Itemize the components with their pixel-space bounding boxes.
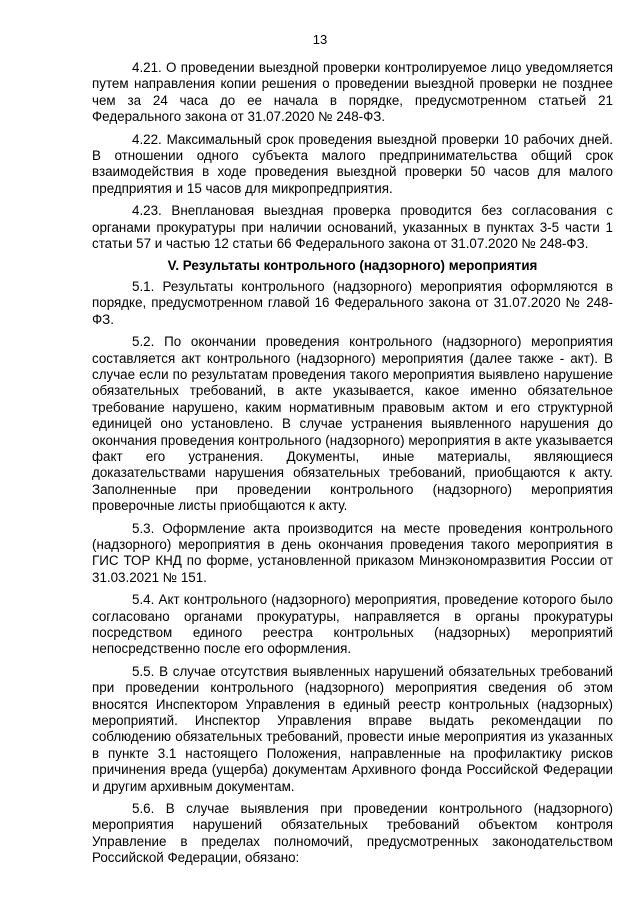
page-content bbox=[92, 60, 613, 873]
paragraph-5-3: 5.3. Оформление акта производится на месте проведения контрольного (надзорного) мероприятия в день окончания проведения такого мероприятия в ГИС ТОР КНД по форме, установленной приказом Минэкономразвития России от 31.03.2021 № 151. bbox=[92, 520, 613, 585]
page-number: 13 bbox=[312, 32, 328, 47]
paragraph-5-4: 5.4. Акт контрольного (надзорного) мероприятия, проведение которого было согласовано органами прокуратуры, направляется в органы прокуратуры посредством единого реестра контрольных (надзорных) мероприятий непосредственно после его оформления. bbox=[92, 592, 613, 657]
section-heading: V. Результаты контрольного (надзорного) мероприятия bbox=[167, 258, 538, 274]
paragraph-5-2: 5.2. По окончании проведения контрольного (надзорного) мероприятия составляется акт контрольного (надзорного) мероприятия (далее также - акт). В случае если по результатам проведения такого мероприятия выявлено нарушение обязательных требований, в акте указывается, какое именно обязательное требование нарушено, каким нормативным правовым актом и его структурной единицей оно установлено. В случае устранения выявленного нарушения до окончания проведения контрольного (надзорного) мероприятия в акте указывается факт его устранения. Документы, иные материалы, являющиеся доказательствами нарушения обязательных требований, приобщаются к акту. Заполненные при проведении контрольного (надзорного) мероприятия проверочные листы приобщаются к акту. bbox=[92, 334, 613, 514]
paragraph-4-21: 4.21. О проведении выездной проверки контролируемое лицо уведомляется путем направления копии решения о проведении выездной проверки не позднее чем за 24 часа до ее начала в порядке, предусмотренном статьей 21 Федерального закона от 31.07.2020 № 248-ФЗ. bbox=[92, 60, 613, 125]
paragraph-5-5: 5.5. В случае отсутствия выявленных нарушений обязательных требований при проведении контрольного (надзорного) мероприятия сведения об этом вносятся Инспектором Управления в единый реестр контрольных (надзорных) мероприятий. Инспектор Управления вправе выдать рекомендации по соблюдению обязательных требований, провести иные мероприятия из указанных в пункте 3.1 настоящего Положения, направленные на профилактику рисков причинения вреда (ущерба) документам Архивного фонда Российской Федерации и другим архивным документам. bbox=[92, 663, 613, 794]
paragraph-5-6: 5.6. В случае выявления при проведении контрольного (надзорного) мероприятия нарушений обязательных требований объектом контроля Управление в пределах полномочий, предусмотренных законодательством Российской Федерации, обязано: bbox=[92, 801, 613, 866]
paragraph-4-23: 4.23. Внеплановая выездная проверка проводится без согласования с органами прокуратуры при наличии оснований, указанных в пунктах 3-5 части 1 статьи 57 и частью 12 статьи 66 Федерального закона от 31.07.2020 № 248-ФЗ. bbox=[92, 203, 613, 252]
paragraph-4-22: 4.22. Максимальный срок проведения выездной проверки 10 рабочих дней. В отношении одного субъекта малого предпринимательства общий срок взаимодействия в ходе проведения выездной проверки 50 часов для малого предприятия и 15 часов для микропредприятия. bbox=[92, 131, 613, 196]
paragraph-5-1: 5.1. Результаты контрольного (надзорного) мероприятия оформляются в порядке, предусмотренном главой 16 Федерального закона от 31.07.2020 № 248-ФЗ. bbox=[92, 278, 613, 327]
